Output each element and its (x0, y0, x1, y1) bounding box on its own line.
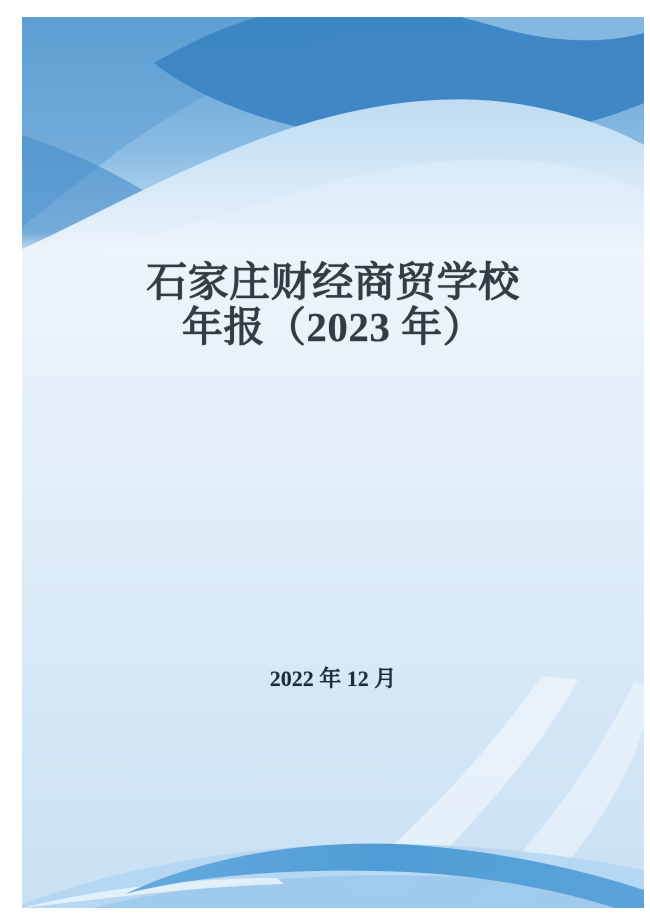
cover-date: 2022 年 12 月 (269, 666, 397, 691)
cover-title-line-2: 年报（2023 年） (181, 304, 485, 350)
cover-bottom-wave-graphic (22, 676, 644, 908)
report-cover (22, 17, 644, 908)
cover-top-wave-graphic (22, 17, 644, 262)
cover-title (22, 260, 644, 350)
cover-title-line-1: 石家庄财经商贸学校 (146, 259, 520, 305)
